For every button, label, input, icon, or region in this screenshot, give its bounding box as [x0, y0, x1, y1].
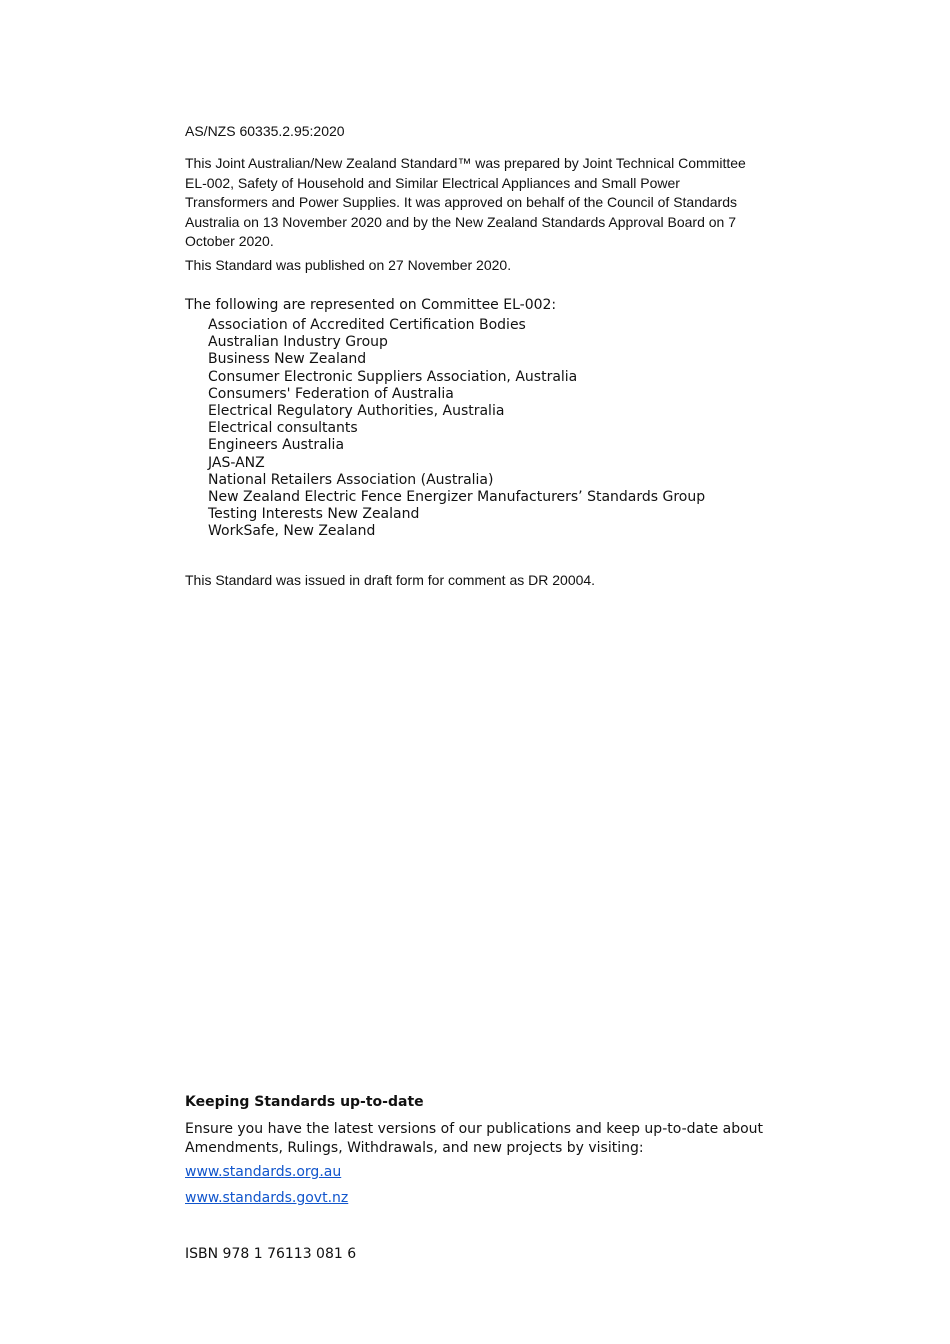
committee-member: Consumers' Federation of Australia	[208, 385, 454, 402]
committee-member: Association of Accredited Certification Bodies	[208, 317, 526, 333]
committee-member: JAS-ANZ	[208, 454, 265, 471]
keeping-up-to-date-paragraph: Ensure you have the latest versions of our publications and keep up-to-date about Amendments, Rulings, Withdrawals, and new projects by visiting:	[185, 1121, 764, 1156]
standards-australia-link[interactable]: www.standards.org.au	[185, 1164, 342, 1180]
committee-member: Engineers Australia	[208, 437, 345, 454]
committee-member: New Zealand Electric Fence Energizer Manufacturers’ Standards Group	[208, 489, 706, 506]
standards-new-zealand-link[interactable]: www.standards.govt.nz	[185, 1190, 349, 1206]
committee-member: Electrical consultants	[208, 420, 358, 437]
committee-member: National Retailers Association (Australia)	[208, 471, 494, 488]
committee-member: Business New Zealand	[208, 351, 367, 368]
isbn: ISBN 978 1 76113 081 6	[185, 1246, 357, 1262]
committee-member: WorkSafe, New Zealand	[208, 523, 376, 540]
draft-statement: This Standard was issued in draft form for comment as DR 20004.	[185, 572, 596, 588]
committee-member: Electrical Regulatory Authorities, Australia	[208, 403, 505, 420]
standard-number: AS/NZS 60335.2.95:2020	[185, 123, 345, 139]
committee-heading: The following are represented on Committee EL-002:	[185, 297, 557, 313]
committee-member: Testing Interests New Zealand	[208, 506, 420, 523]
keeping-up-to-date-heading: Keeping Standards up-to-date	[185, 1094, 424, 1110]
committee-member: Consumer Electronic Suppliers Association, Australia	[208, 368, 578, 385]
published-statement: This Standard was published on 27 November 2020.	[185, 257, 512, 273]
preparation-paragraph: This Joint Australian/New Zealand Standard™ was prepared by Joint Technical Committee EL-002, Safety of Household and Similar Electrical Appliances and Small Power Transformers and Power Supplies. It was approved on behalf of the Council of Standards Australia on 13 November 2020 and by the New Zealand Standards Approval Board on 7 October 2020.	[185, 155, 746, 249]
committee-member: Australian Industry Group	[208, 334, 388, 351]
committee-member-list	[208, 317, 705, 541]
